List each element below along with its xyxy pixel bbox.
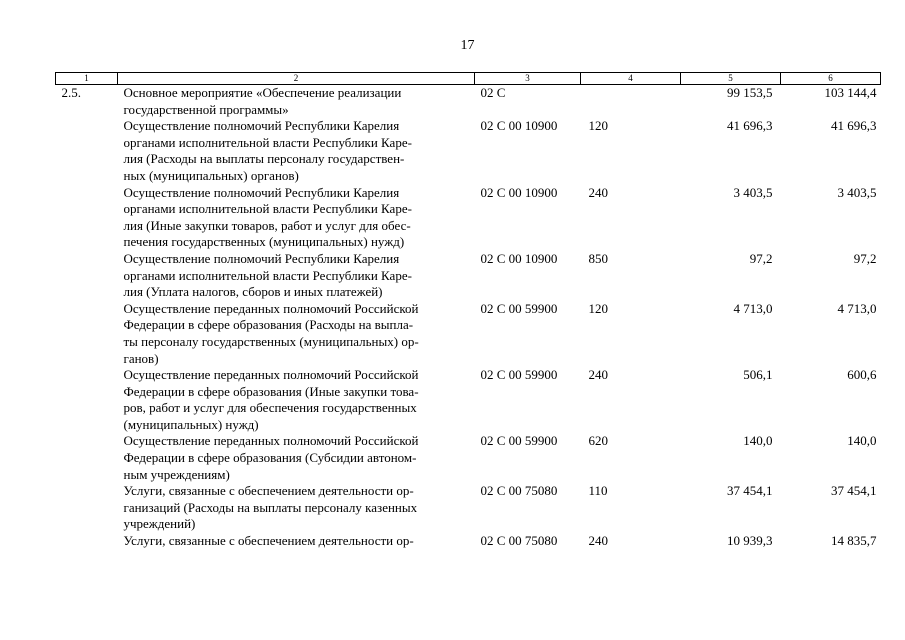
row-number bbox=[56, 483, 118, 533]
header-col-2: 2 bbox=[118, 73, 475, 85]
row-name-line: ров, работ и услуг для обеспечения государственных bbox=[123, 400, 417, 416]
row-name-line: Осуществление переданных полномочий Российской bbox=[123, 300, 419, 316]
row-vr-code: 240 bbox=[588, 367, 608, 383]
row-name-line: органами исполнительной власти Республики Каре- bbox=[123, 134, 412, 150]
row-csr-code: 02 С 00 10900 bbox=[480, 184, 558, 200]
row-amount-col5: 4 713,0 bbox=[733, 300, 773, 316]
row-name-line: государственной программы» bbox=[123, 101, 289, 117]
row-csr-code: 02 С bbox=[480, 85, 506, 100]
row-name-line: ты персоналу государственных (муниципальных) ор- bbox=[123, 333, 419, 349]
table-row bbox=[56, 433, 881, 483]
header-row bbox=[56, 73, 881, 85]
row-name-line: учреждений) bbox=[123, 516, 196, 532]
row-vr-code: 120 bbox=[588, 300, 608, 316]
table-row bbox=[56, 185, 881, 251]
row-amount-col5: 140,0 bbox=[743, 433, 773, 449]
row-name-line: Осуществление полномочий Республики Карелия bbox=[123, 250, 400, 266]
row-csr-code: 02 С 00 75080 bbox=[480, 483, 558, 499]
row-amount-col5: 3 403,5 bbox=[733, 184, 773, 200]
row-number bbox=[56, 301, 118, 367]
row-csr-code: 02 С 00 10900 bbox=[480, 118, 558, 134]
row-name-line: Услуги, связанные с обеспечением деятельности ор- bbox=[123, 483, 414, 499]
table-row bbox=[56, 85, 881, 119]
row-vr-code: 850 bbox=[588, 250, 608, 266]
table-row bbox=[56, 118, 881, 184]
row-name bbox=[118, 185, 475, 251]
row-name bbox=[118, 433, 475, 483]
table-row bbox=[56, 483, 881, 533]
row-name-line: Федерации в сфере образования (Субсидии автоном- bbox=[123, 450, 417, 466]
header-col-3: 3 bbox=[475, 73, 581, 85]
row-csr-code: 02 С 00 59900 bbox=[480, 433, 558, 449]
row-name bbox=[118, 367, 475, 433]
row-vr-code bbox=[581, 85, 681, 119]
table-row bbox=[56, 301, 881, 367]
row-csr-code: 02 С 00 75080 bbox=[480, 533, 558, 549]
row-number bbox=[56, 251, 118, 301]
header-col-6: 6 bbox=[781, 73, 881, 85]
budget-table bbox=[55, 72, 881, 550]
row-vr-code: 240 bbox=[588, 533, 608, 549]
row-name bbox=[118, 85, 475, 119]
table-body bbox=[56, 85, 881, 550]
row-name-line: Осуществление переданных полномочий Российской bbox=[123, 433, 419, 449]
row-name-line: Осуществление полномочий Республики Карелия bbox=[123, 118, 400, 134]
row-name-line: лия (Расходы на выплаты персоналу государствен- bbox=[123, 151, 405, 167]
row-number: 2.5. bbox=[61, 85, 81, 100]
row-amount-col5: 10 939,3 bbox=[727, 533, 773, 549]
header-col-5: 5 bbox=[681, 73, 781, 85]
header-col-1: 1 bbox=[56, 73, 118, 85]
row-amount-col6: 600,6 bbox=[847, 367, 877, 383]
table-row bbox=[56, 251, 881, 301]
row-name-line: ных (муниципальных) органов) bbox=[123, 167, 299, 183]
row-amount-col6: 140,0 bbox=[847, 433, 877, 449]
row-amount-col5: 99 153,5 bbox=[727, 85, 773, 100]
row-name-line: Федерации в сфере образования (Иные закупки това- bbox=[123, 383, 419, 399]
row-name-line: ганизаций (Расходы на выплаты персоналу казенных bbox=[123, 499, 418, 515]
row-name-line: (муниципальных) нужд) bbox=[123, 416, 259, 432]
row-name-line: Осуществление полномочий Республики Карелия bbox=[123, 184, 400, 200]
row-csr-code: 02 С 00 59900 bbox=[480, 300, 558, 316]
row-name-line: лия (Иные закупки товаров, работ и услуг для обес- bbox=[123, 217, 411, 233]
row-number bbox=[56, 367, 118, 433]
page-number: 17 bbox=[460, 38, 475, 53]
row-name bbox=[118, 251, 475, 301]
row-amount-col5: 37 454,1 bbox=[727, 483, 773, 499]
row-name bbox=[118, 118, 475, 184]
row-name-line: печения государственных (муниципальных) нужд) bbox=[123, 234, 405, 250]
row-amount-col6: 103 144,4 bbox=[824, 85, 877, 100]
row-number bbox=[56, 433, 118, 483]
table-row bbox=[56, 533, 881, 550]
row-name-line: органами исполнительной власти Республики Каре- bbox=[123, 267, 412, 283]
row-name-line: Федерации в сфере образования (Расходы на выпла- bbox=[123, 317, 414, 333]
row-vr-code: 620 bbox=[588, 433, 608, 449]
row-amount-col6: 97,2 bbox=[853, 250, 877, 266]
row-name-line: Услуги, связанные с обеспечением деятельности ор- bbox=[123, 533, 414, 549]
row-amount-col6: 3 403,5 bbox=[837, 184, 877, 200]
row-amount-col5: 506,1 bbox=[743, 367, 773, 383]
row-amount-col5: 97,2 bbox=[749, 250, 773, 266]
row-amount-col6: 37 454,1 bbox=[831, 483, 877, 499]
row-name-line: Основное мероприятие «Обеспечение реализации bbox=[123, 85, 402, 100]
row-name bbox=[118, 301, 475, 367]
header-col-4: 4 bbox=[581, 73, 681, 85]
table-row bbox=[56, 367, 881, 433]
row-name-line: органами исполнительной власти Республики Каре- bbox=[123, 201, 412, 217]
row-vr-code: 120 bbox=[588, 118, 608, 134]
row-name-line: ганов) bbox=[123, 350, 159, 366]
row-vr-code: 110 bbox=[588, 483, 608, 499]
row-amount-col6: 14 835,7 bbox=[831, 533, 877, 549]
row-number bbox=[56, 533, 118, 550]
row-csr-code: 02 С 00 10900 bbox=[480, 250, 558, 266]
row-amount-col6: 41 696,3 bbox=[831, 118, 877, 134]
row-name bbox=[118, 483, 475, 533]
row-amount-col6: 4 713,0 bbox=[837, 300, 877, 316]
row-csr-code: 02 С 00 59900 bbox=[480, 367, 558, 383]
row-number bbox=[56, 185, 118, 251]
row-name-line: Осуществление переданных полномочий Российской bbox=[123, 367, 419, 383]
row-vr-code: 240 bbox=[588, 184, 608, 200]
row-number bbox=[56, 118, 118, 184]
row-name-line: ным учреждениям) bbox=[123, 466, 230, 482]
row-name bbox=[118, 533, 475, 550]
row-name-line: лия (Уплата налогов, сборов и иных платежей) bbox=[123, 284, 383, 300]
row-amount-col5: 41 696,3 bbox=[727, 118, 773, 134]
